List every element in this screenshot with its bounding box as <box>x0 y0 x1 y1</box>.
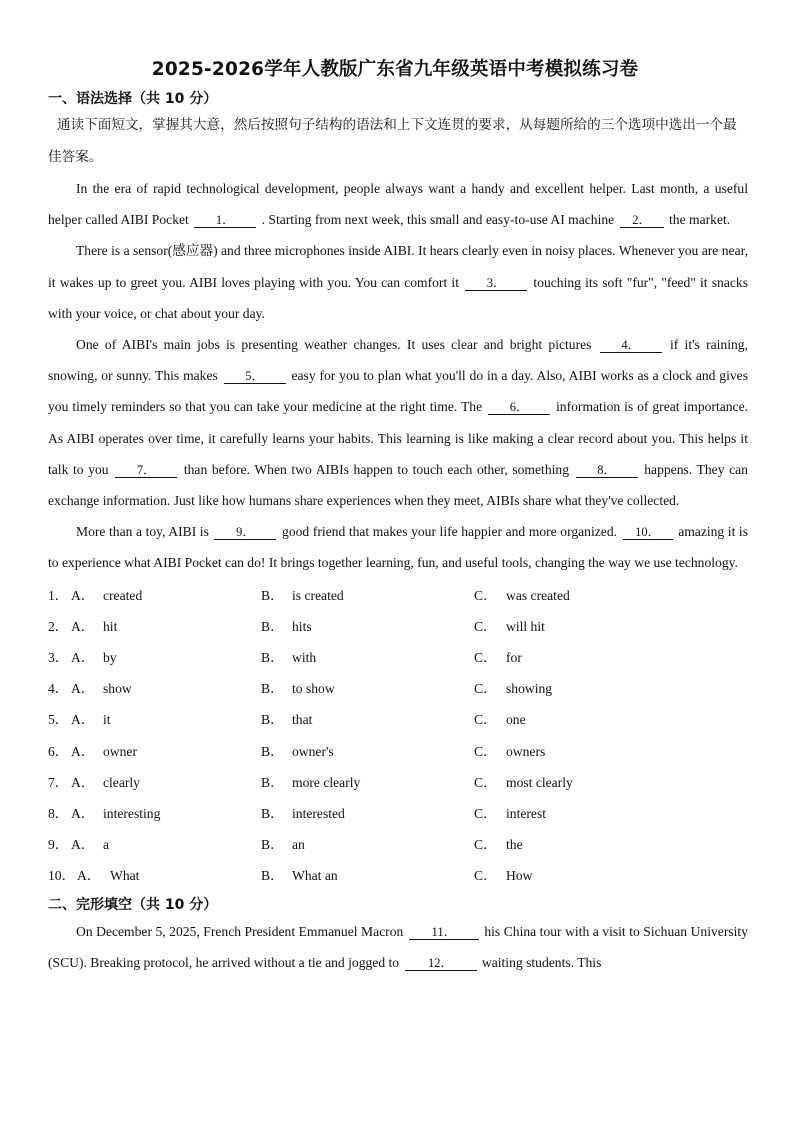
passage-text: than before. When two AIBIs happen to touch each other, something <box>183 461 569 477</box>
option-a-label: A． <box>71 618 95 634</box>
passage-paragraph-3 <box>48 329 748 516</box>
option-c[interactable]: will hit <box>506 618 545 634</box>
option-b[interactable]: hits <box>292 618 312 634</box>
question-number: 8． <box>48 805 69 821</box>
option-c-label: C． <box>474 743 497 759</box>
instructions: 通读下面短文，掌握其大意，然后按照句子结构的语法和上下文连贯的要求，从每题所给的三个选项中选出一个最佳答案。 <box>48 117 737 165</box>
option-b-label: B． <box>261 743 284 759</box>
option-a-label: A． <box>77 868 101 884</box>
answer-blank-3[interactable]: 3． <box>465 276 527 291</box>
option-c-label: C． <box>474 650 497 666</box>
option-a-label: A． <box>71 650 95 666</box>
option-b[interactable]: owner's <box>292 743 334 759</box>
option-c[interactable]: one <box>506 712 526 728</box>
option-a-label: A． <box>71 681 95 697</box>
option-b[interactable]: with <box>292 650 317 666</box>
passage-text: his China tour with a visit to Sichuan University (SCU). Breaking protocol, he arrived without a tie and jogged to <box>48 923 748 970</box>
option-a[interactable]: owner <box>103 743 137 759</box>
question-number: 10． <box>48 868 76 884</box>
option-row <box>48 580 748 611</box>
question-number: 1． <box>48 587 69 603</box>
exam-page <box>48 58 748 978</box>
answer-blank-12[interactable]: 12． <box>405 956 477 971</box>
passage-text: In the era of rapid technological development, people always want a handy and excellent helper. Last month, a useful helper called AIBI Pocket <box>48 181 748 228</box>
option-c-label: C． <box>474 587 497 603</box>
option-a-label: A． <box>71 743 95 759</box>
passage-text: touching its soft "fur", "feed" it snacks with your voice, or chat about your day. <box>48 274 748 321</box>
option-c-label: C． <box>474 774 497 790</box>
option-row <box>48 860 748 891</box>
passage-text: amazing it is to experience what AIBI Pocket can do! It brings together learning, fun, and useful tools, changing the way we use technology. <box>48 524 748 571</box>
option-c[interactable]: owners <box>506 743 546 759</box>
option-b-label: B． <box>261 712 284 728</box>
option-c-label: C． <box>474 805 497 821</box>
option-a-label: A． <box>71 774 95 790</box>
answer-blank-9[interactable]: 9． <box>214 525 276 540</box>
passage-paragraph-2 <box>48 235 748 329</box>
option-b[interactable]: What an <box>292 868 338 884</box>
option-b[interactable]: to show <box>292 681 335 697</box>
question-number: 9． <box>48 837 69 853</box>
option-a[interactable]: by <box>103 650 117 666</box>
option-b[interactable]: interested <box>292 805 345 821</box>
passage-text: the market. <box>669 212 731 228</box>
option-row <box>48 704 748 735</box>
option-b-label: B． <box>261 837 284 853</box>
option-c[interactable]: How <box>506 868 533 884</box>
section-heading-grammar: 一、语法选择（共 10 分） <box>48 91 218 107</box>
option-a[interactable]: it <box>103 712 111 728</box>
answer-blank-6[interactable]: 6． <box>488 400 550 415</box>
option-b[interactable]: is created <box>292 587 344 603</box>
option-b-label: B． <box>261 618 284 634</box>
option-row <box>48 736 748 767</box>
question-number: 3． <box>48 650 69 666</box>
option-a-label: A． <box>71 837 95 853</box>
passage-text: waiting students. This <box>481 954 602 970</box>
option-a-label: A． <box>71 587 95 603</box>
option-a[interactable]: interesting <box>103 805 161 821</box>
option-b-label: B． <box>261 868 284 884</box>
option-a[interactable]: a <box>103 837 110 853</box>
option-b[interactable]: more clearly <box>292 774 361 790</box>
option-b-label: B． <box>261 774 284 790</box>
option-b-label: B． <box>261 650 284 666</box>
option-a-label: A． <box>71 712 95 728</box>
passage-text: easy for you to plan what you'll do in a day. Also, AIBI works as a clock and gives you timely reminders so that you can take your medicine at the right time. The <box>48 368 748 415</box>
option-row <box>48 642 748 673</box>
cloze-paragraph-1 <box>48 916 748 978</box>
option-a[interactable]: created <box>103 587 143 603</box>
option-row <box>48 798 748 829</box>
passage-text: On December 5, 2025, French President Emmanuel Macron <box>76 923 404 939</box>
answer-blank-2[interactable]: 2． <box>620 213 664 228</box>
passage-text: information is of great importance. As AIBI operates over time, it carefully learns your habits. This learning is like making a clear record about you. This helps it talk to you <box>48 399 749 477</box>
option-row <box>48 767 748 798</box>
answer-blank-4[interactable]: 4． <box>600 338 662 353</box>
answer-blank-5[interactable]: 5． <box>224 369 286 384</box>
option-a[interactable]: hit <box>103 618 118 634</box>
passage-text: There is a sensor(感应器) and three microphones inside AIBI. It hears clearly even in noisy places. Whenever you are near, it wakes up to greet you. AIBI loves playing with you. You can comfort it <box>48 243 748 290</box>
option-c[interactable]: the <box>506 837 523 853</box>
answer-blank-10[interactable]: 10． <box>623 525 673 540</box>
option-c[interactable]: showing <box>506 681 553 697</box>
option-b-label: B． <box>261 805 284 821</box>
option-c[interactable]: was created <box>506 587 570 603</box>
answer-blank-1[interactable]: 1． <box>194 213 256 228</box>
option-c-label: C． <box>474 618 497 634</box>
option-c[interactable]: interest <box>506 805 547 821</box>
option-a[interactable]: show <box>103 681 132 697</box>
question-number: 6． <box>48 743 69 759</box>
question-number: 7． <box>48 774 69 790</box>
option-row <box>48 611 748 642</box>
answer-blank-11[interactable]: 11． <box>409 925 479 940</box>
option-row <box>48 829 748 860</box>
option-a-label: A． <box>71 805 95 821</box>
option-row <box>48 673 748 704</box>
option-b[interactable]: that <box>292 712 313 728</box>
answer-blank-8[interactable]: 8． <box>576 463 638 478</box>
question-number: 5． <box>48 712 69 728</box>
option-c-label: C． <box>474 712 497 728</box>
passage-text: happens. They can exchange information. Just like how humans share experiences when they meet, AIBIs share what they've collected. <box>48 461 748 509</box>
question-number: 2． <box>48 618 69 634</box>
passage-paragraph-4 <box>48 516 748 578</box>
section-heading-cloze: 二、完形填空（共 10 分） <box>48 896 218 913</box>
passage-text: . Starting from next week, this small and easy-to-use AI machine <box>261 212 615 228</box>
options-list <box>48 580 748 892</box>
option-c[interactable]: most clearly <box>506 774 573 790</box>
passage-text: One of AIBI's main jobs is presenting weather changes. It uses clear and bright pictures <box>76 337 592 353</box>
option-c-label: C． <box>474 868 497 884</box>
passage-text: if it's raining, snowing, or sunny. This makes <box>48 337 748 384</box>
passage-text: good friend that makes your life happier and more organized. <box>282 524 618 540</box>
option-b[interactable]: an <box>292 837 305 853</box>
option-c-label: C． <box>474 837 497 853</box>
page-title: 2025-2026学年人教版广东省九年级英语中考模拟练习卷 <box>151 59 639 80</box>
option-a[interactable]: clearly <box>103 774 140 790</box>
answer-blank-7[interactable]: 7． <box>115 463 177 478</box>
option-b-label: B． <box>261 681 284 697</box>
option-c-label: C． <box>474 681 497 697</box>
passage-text: More than a toy, AIBI is <box>76 524 209 540</box>
option-a[interactable]: What <box>110 868 140 884</box>
passage-paragraph-1 <box>48 173 748 235</box>
option-b-label: B． <box>261 587 284 603</box>
question-number: 4． <box>48 681 69 697</box>
option-c[interactable]: for <box>506 650 522 666</box>
